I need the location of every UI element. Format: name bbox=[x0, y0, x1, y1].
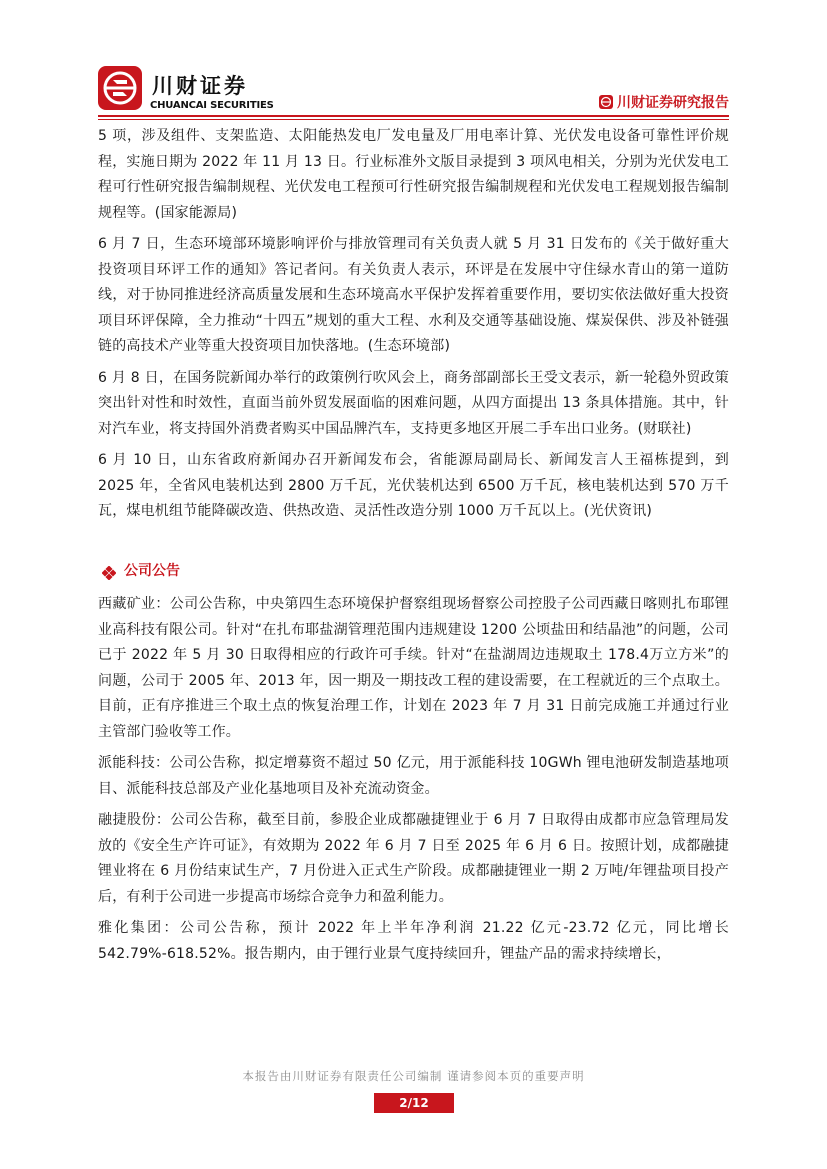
paragraph-text: 派能科技：公司公告称，拟定增募资不超过 50 亿元，用于派能科技 10GWh 锂电池研发制造基地项目、派能科技总部及产业化基地项目及补充流动资金。 bbox=[98, 755, 729, 797]
paragraph-text: 西藏矿业：公司公告称，中央第四生态环境保护督察组现场督察公司控股子公司西藏日喀则扎布耶锂业高科技有限公司。针对“在扎布耶盐湖管理范围内违规建设 1200 公顷盐田和结晶池”的问题，公司已于 2022 年 5 月 30 日取得相应的行政许可手续。针对“在盐湖周边违规取土 178.4万立方米”的问题，公司于 2005 年、2013 年，因一期及一期技改工程的建设需要，在工程就近的三个点取土。目前，正有序推进三个取土点的恢复治理工作，计划在 2023 年 7 月 31 日前完成施工并通过行业主管部门验收等工作。 bbox=[98, 596, 729, 740]
paragraph-text: 雅化集团：公司公告称，预计 2022 年上半年净利润 21.22 亿元-23.72 亿元，同比增长 542.79%-618.52%。报告期内，由于锂行业景气度持续回升，锂盐产品的需求持续增长， bbox=[98, 920, 729, 962]
news-paragraph bbox=[98, 448, 729, 525]
footer-disclaimer: 本报告由川财证券有限责任公司编制 谨请参阅本页的重要声明 bbox=[242, 1069, 585, 1083]
section-heading bbox=[102, 559, 729, 585]
mini-logo-icon bbox=[599, 95, 613, 109]
news-paragraph bbox=[98, 366, 729, 443]
report-body bbox=[98, 124, 729, 973]
company-paragraph bbox=[98, 916, 729, 967]
header-rule bbox=[98, 115, 729, 117]
diamond-bullet-icon bbox=[102, 564, 116, 578]
news-paragraph bbox=[98, 124, 729, 226]
header-rule-thin bbox=[98, 119, 729, 120]
paragraph-text: 6 月 8 日，在国务院新闻办举行的政策例行吹风会上，商务部副部长王受文表示，新一轮稳外贸政策突出针对性和时效性，直面当前外贸发展面临的困难问题，从四方面提出 13 条具体措施。其中，针对汽车业，将支持国外消费者购买中国品牌汽车，支持更多地区开展二手车出口业务。(财联社) bbox=[98, 369, 729, 437]
section-heading-label: 公司公告 bbox=[124, 562, 180, 579]
company-paragraph bbox=[98, 592, 729, 745]
company-paragraph bbox=[98, 808, 729, 910]
paragraph-text: 融捷股份：公司公告称，截至目前，参股企业成都融捷锂业于 6 月 7 日取得由成都市应急管理局发放的《安全生产许可证》，有效期为 2022 年 6 月 7 日至 2025 年 6 月 6 日。按照计划，成都融捷锂业将在 6 月份结束试生产，7 月份进入正式生产阶段。成都融捷锂业一期 2 万吨/年锂盐项目投产后，有利于公司进一步提高市场综合竞争力和盈利能力。 bbox=[98, 812, 729, 905]
news-paragraph bbox=[98, 232, 729, 360]
brand-name: 川财证券 bbox=[152, 74, 248, 98]
company-paragraph bbox=[98, 751, 729, 802]
brand-logo-icon bbox=[98, 66, 142, 110]
report-tag-label: 川财证券研究报告 bbox=[617, 95, 729, 111]
report-tag bbox=[599, 92, 729, 112]
brand-name-en: CHUANCAI SECURITIES bbox=[150, 100, 274, 111]
paragraph-text: 5 项，涉及组件、支架监造、太阳能热发电厂发电量及厂用电率计算、光伏发电设备可靠性评价规程，实施日期为 2022 年 11 月 13 日。行业标准外文版目录提到 3 项风电相关，分别为光伏发电工程可行性研究报告编制规程、光伏发电工程预可行性研究报告编制规程和光伏发电工程规划报告编制规程等。(国家能源局) bbox=[98, 128, 729, 221]
paragraph-text: 6 月 10 日，山东省政府新闻办召开新闻发布会，省能源局副局长、新闻发言人王福栋提到，到 2025 年，全省风电装机达到 2800 万千瓦，光伏装机达到 6500 万千瓦，核电装机达到 570 万千瓦，煤电机组节能降碳改造、供热改造、灵活性改造分别 1000 万千瓦以上。(光伏资讯) bbox=[98, 452, 729, 519]
page-header bbox=[0, 0, 827, 120]
paragraph-text: 6 月 7 日，生态环境部环境影响评价与排放管理司有关负责人就 5 月 31 日发布的《关于做好重大投资项目环评工作的通知》答记者问。有关负责人表示，环评是在发展中守住绿水青山的第一道防线，对于协同推进经济高质量发展和生态环境高水平保护发挥着重要作用，要切实依法做好重大投资项目环评保障，全力推动“十四五”规划的重大工程、水利及交通等基础设施、煤炭保供、涉及补链强链的高技术产业等重大投资项目加快落地。(生态环境部) bbox=[98, 236, 729, 354]
page-number: 2/12 bbox=[374, 1093, 454, 1113]
